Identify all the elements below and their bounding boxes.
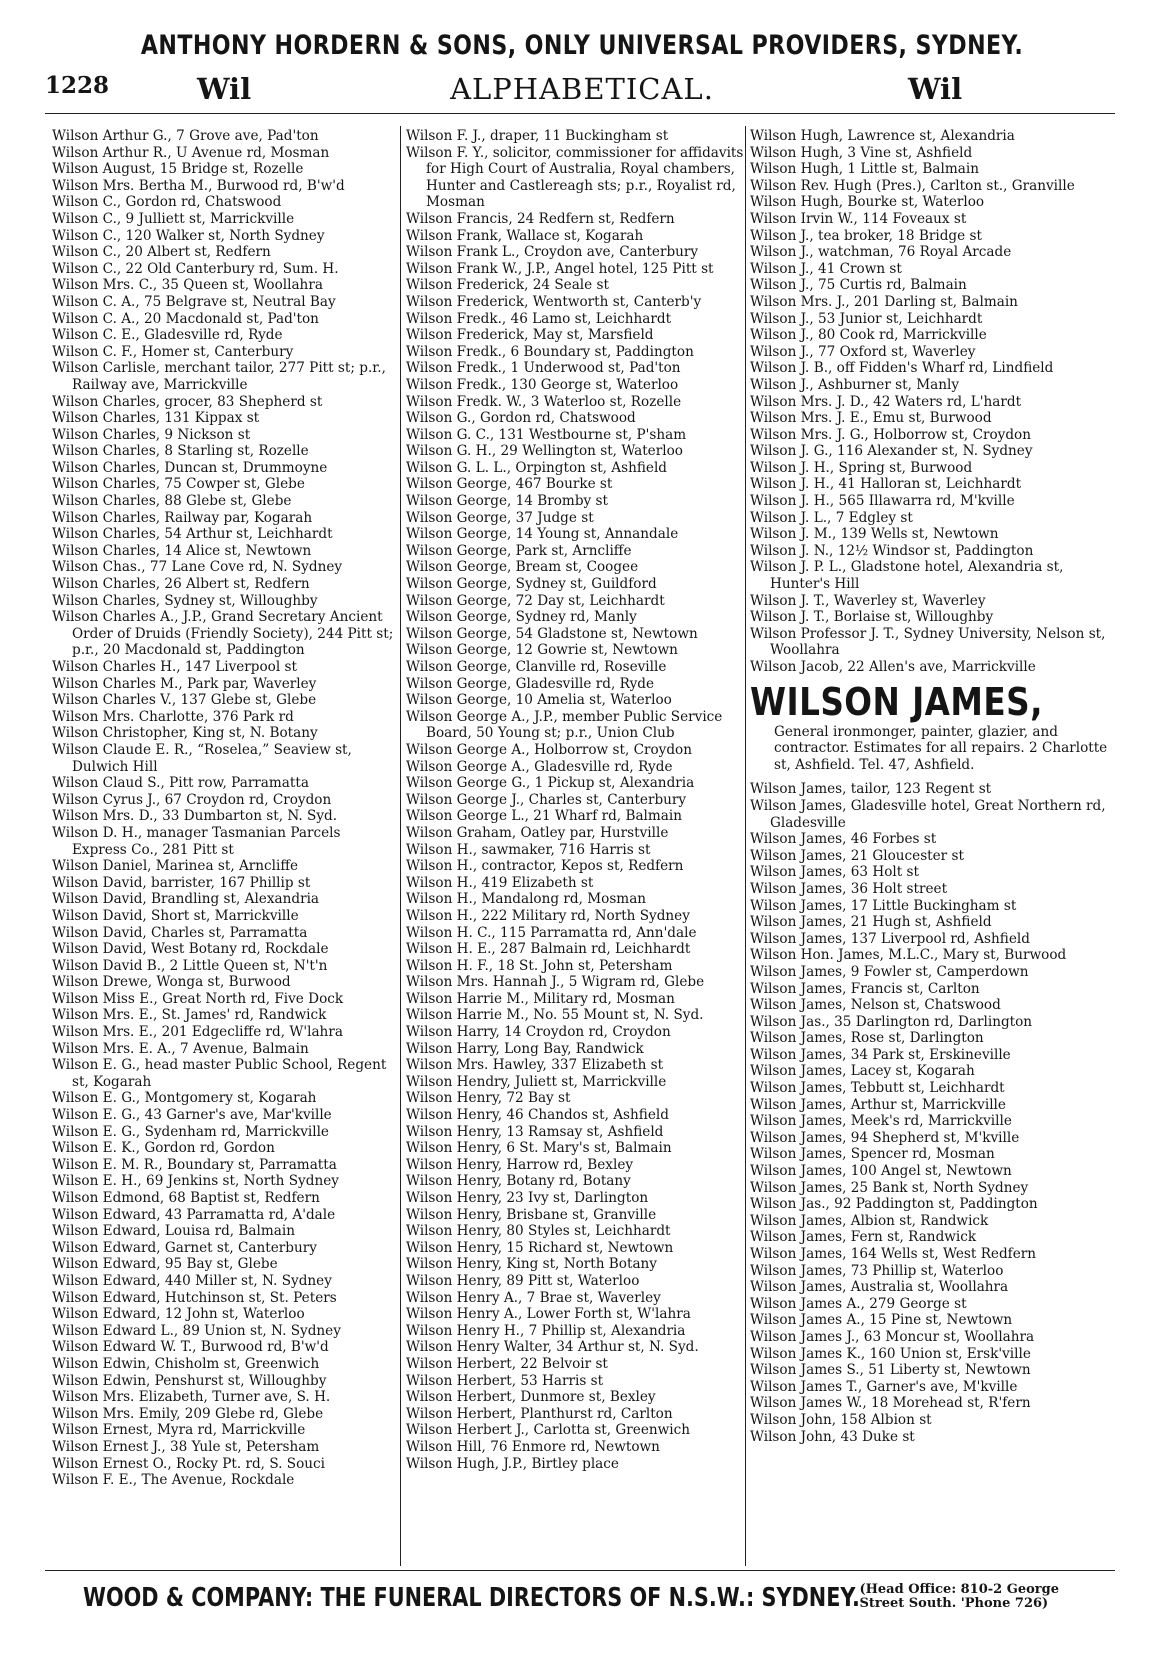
directory-entry: Wilson C. E., Gladesville rd, Ryde bbox=[52, 327, 283, 344]
directory-entry: Wilson J., watchman, 76 Royal Arcade bbox=[750, 244, 1012, 261]
directory-entry: Wilson James, Arthur st, Marrickville bbox=[750, 1096, 1006, 1113]
directory-entry: Wilson Jas., 35 Darlington rd, Darlington bbox=[750, 1013, 1033, 1030]
directory-entry: Wilson J., 53 Junior st, Leichhardt bbox=[750, 310, 983, 327]
directory-entry: Wilson E. G., 43 Garner's ave, Mar'kville bbox=[52, 1107, 332, 1124]
directory-entry: Wilson Charles, Sydney st, Willoughby bbox=[52, 592, 318, 609]
directory-entry: Wilson Fredk., 130 George st, Waterloo bbox=[406, 376, 679, 393]
directory-entry: Wilson E. G., Sydenham rd, Marrickville bbox=[52, 1123, 329, 1140]
directory-entry: Wilson Jacob, 22 Allen's ave, Marrickville bbox=[750, 659, 1036, 675]
directory-entry: Wilson H. F., 18 St. John st, Petersham bbox=[406, 957, 673, 974]
column-divider bbox=[745, 126, 746, 1566]
directory-entry: Wilson Arthur R., U Avenue rd, Mosman bbox=[52, 144, 330, 161]
directory-entry: Wilson Mrs. Charlotte, 376 Park rd bbox=[52, 708, 294, 725]
directory-entry: Wilson Herbert, Dunmore st, Bexley bbox=[406, 1389, 656, 1406]
directory-entry: Wilson Frederick, Wentworth st, Canterb'y bbox=[406, 293, 702, 310]
directory-entry: Wilson G. L. L., Orpington st, Ashfield bbox=[406, 459, 668, 476]
directory-entry: Wilson James K., 160 Union st, Ersk'ville bbox=[750, 1345, 1031, 1362]
directory-entry: Wilson J. G., 116 Alexander st, N. Sydney bbox=[750, 443, 1033, 460]
directory-entry: Wilson E. G., Montgomery st, Kogarah bbox=[52, 1090, 317, 1107]
guide-word-right: Wil bbox=[908, 72, 963, 106]
directory-entry: Wilson Edward L., 89 Union st, N. Sydney bbox=[52, 1322, 341, 1339]
directory-entry: Wilson George, 12 Gowrie st, Newtown bbox=[406, 642, 678, 659]
directory-entry: Wilson Edward, 440 Miller st, N. Sydney bbox=[52, 1272, 332, 1289]
directory-entry: Wilson George, 72 Day st, Leichhardt bbox=[406, 592, 665, 609]
directory-entry: Wilson George, Bream st, Coogee bbox=[406, 559, 639, 576]
directory-entry: Wilson H., 419 Elizabeth st bbox=[406, 874, 594, 891]
directory-entry: Wilson Herbert, 53 Harris st bbox=[406, 1372, 604, 1389]
directory-entry: Wilson Edwin, Chisholm st, Greenwich bbox=[52, 1355, 320, 1372]
directory-entry: Wilson C. F., Homer st, Canterbury bbox=[52, 343, 294, 360]
directory-entry: Wilson G. H., 29 Wellington st, Waterloo bbox=[406, 443, 683, 460]
directory-entry: Wilson George L., 21 Wharf rd, Balmain bbox=[406, 808, 682, 825]
directory-entry: Wilson J. M., 139 Wells st, Newtown bbox=[750, 526, 999, 543]
directory-entry: Wilson Carlisle, merchant tailor, 277 Pitt st; p.r., Railway ave, Marrickville bbox=[52, 360, 386, 393]
directory-entry: Wilson Hugh, 1 Little st, Balmain bbox=[750, 161, 979, 178]
directory-entry: Wilson James, 25 Bank st, North Sydney bbox=[750, 1179, 1029, 1196]
directory-entry: Wilson Henry, 15 Richard st, Newtown bbox=[406, 1239, 674, 1256]
directory-entry: Wilson Edward, 95 Bay st, Glebe bbox=[52, 1256, 278, 1273]
directory-entry: Wilson Charles, 14 Alice st, Newtown bbox=[52, 542, 312, 559]
directory-column-1 bbox=[52, 128, 398, 1489]
directory-entry: Wilson Mrs. Hannah J., 5 Wigram rd, Glebe bbox=[406, 974, 705, 991]
directory-entry: Wilson James, Tebbutt st, Leichhardt bbox=[750, 1080, 1005, 1097]
directory-entry: Wilson C. A., 75 Belgrave st, Neutral Bay bbox=[52, 293, 336, 310]
directory-entry: Wilson George A., Gladesville rd, Ryde bbox=[406, 758, 673, 775]
directory-entry: Wilson James S., 51 Liberty st, Newtown bbox=[750, 1362, 1031, 1379]
directory-entry: Wilson James, 73 Phillip st, Waterloo bbox=[750, 1262, 1004, 1279]
directory-entry: Wilson Jas., 92 Paddington st, Paddington bbox=[750, 1196, 1038, 1213]
guide-word-left: Wil bbox=[197, 72, 252, 106]
directory-entry: Wilson Chas., 77 Lane Cove rd, N. Sydney bbox=[52, 559, 343, 576]
directory-entry: Wilson Ernest O., Rocky Pt. rd, S. Souci bbox=[52, 1455, 326, 1472]
directory-entry: Wilson George, Gladesville rd, Ryde bbox=[406, 675, 655, 692]
directory-entry: Wilson Charles, Railway par, Kogarah bbox=[52, 509, 313, 526]
footer-advert-text: WOOD & COMPANY: THE FUNERAL DIRECTORS OF N.S.W.: SYDNEY. bbox=[83, 1583, 860, 1613]
directory-entry: Wilson Francis, 24 Redfern st, Redfern bbox=[406, 210, 675, 227]
directory-entry: Wilson J., 75 Curtis rd, Balmain bbox=[750, 277, 967, 294]
directory-entry: Wilson H., sawmaker, 716 Harris st bbox=[406, 841, 651, 858]
directory-entry: Wilson Edward, Louisa rd, Balmain bbox=[52, 1223, 295, 1240]
directory-entry: Wilson James, 21 Hugh st, Ashfield bbox=[750, 914, 992, 931]
directory-entry: Wilson James, 164 Wells st, West Redfern bbox=[750, 1246, 1036, 1262]
directory-entry: Wilson J., tea broker, 18 Bridge st bbox=[750, 227, 982, 244]
directory-entry: Wilson James, 94 Shepherd st, M'kville bbox=[750, 1129, 1020, 1146]
directory-entry: Wilson Hendry, Juliett st, Marrickville bbox=[406, 1073, 667, 1090]
directory-entry: Wilson Mrs. C., 35 Queen st, Woollahra bbox=[52, 277, 323, 294]
directory-entry: Wilson George A., Holborrow st, Croydon bbox=[406, 741, 692, 758]
directory-entry: Wilson Henry, 89 Pitt st, Waterloo bbox=[406, 1272, 640, 1289]
directory-entry: Wilson George, 14 Bromby st bbox=[406, 493, 608, 510]
wilson-james-advertisement bbox=[750, 680, 1110, 774]
directory-entry: Wilson Charles V., 137 Glebe st, Glebe bbox=[52, 692, 317, 709]
directory-entry: Wilson James, 36 Holt street bbox=[750, 880, 948, 897]
directory-entry: Wilson James W., 18 Morehead st, R'fern bbox=[750, 1395, 1031, 1412]
directory-entry: Wilson Edwin, Penshurst st, Willoughby bbox=[52, 1372, 327, 1389]
page-number: 1228 bbox=[45, 72, 110, 99]
column-3-lower-entries bbox=[750, 781, 1110, 1445]
directory-entry: Wilson Henry, King st, North Botany bbox=[406, 1256, 657, 1273]
directory-entry: Wilson E. H., 69 Jenkins st, North Sydney bbox=[52, 1173, 339, 1190]
directory-entry: Wilson Charles, Duncan st, Drummoyne bbox=[52, 459, 328, 476]
directory-entry: Wilson David, Brandling st, Alexandria bbox=[52, 891, 320, 908]
directory-entry: Wilson David, Charles st, Parramatta bbox=[52, 924, 308, 941]
directory-entry: Wilson C., Gordon rd, Chatswood bbox=[52, 194, 282, 211]
directory-entry: Wilson Henry H., 7 Phillip st, Alexandria bbox=[406, 1322, 686, 1339]
directory-entry: Wilson James, Spencer rd, Mosman bbox=[750, 1146, 995, 1163]
directory-entry: Wilson Edward, 43 Parramatta rd, A'dale bbox=[52, 1206, 336, 1223]
directory-entry: Wilson James, 100 Angel st, Newtown bbox=[750, 1163, 1012, 1180]
directory-entry: Wilson J. H., 565 Illawarra rd, M'kville bbox=[750, 493, 1015, 510]
directory-entry: Wilson J., 41 Crown st bbox=[750, 260, 902, 277]
directory-entry: Wilson Charles, 9 Nickson st bbox=[52, 426, 251, 443]
directory-entry: Wilson F. Y., solicitor, commissioner for affidavits for High Court of Australia, Royal chambers, Hunter and Castlereagh sts; p.r., Royalist rd, Mosman bbox=[406, 144, 744, 211]
column-3-upper-entries bbox=[750, 128, 1110, 676]
directory-entry: Wilson J. T., Waverley st, Waverley bbox=[750, 592, 986, 609]
directory-entry: Wilson James, 46 Forbes st bbox=[750, 831, 937, 848]
directory-entry: Wilson James A., 15 Pine st, Newtown bbox=[750, 1312, 1013, 1329]
directory-entry: Wilson James, Australia st, Woollahra bbox=[750, 1279, 1009, 1296]
directory-entry: Wilson James, 21 Gloucester st bbox=[750, 847, 964, 864]
directory-entry: Wilson Henry, 72 Bay st bbox=[406, 1090, 571, 1107]
directory-entry: Wilson Herbert J., Carlotta st, Greenwich bbox=[406, 1422, 690, 1439]
directory-entry: Wilson Charles, 131 Kippax st bbox=[52, 410, 260, 427]
directory-entry: Wilson Fredk., 46 Lamo st, Leichhardt bbox=[406, 310, 672, 327]
publisher-banner: ANTHONY HORDERN & SONS, ONLY UNIVERSAL PROVIDERS, SYDNEY. bbox=[140, 30, 1024, 61]
directory-entry: Wilson C., 120 Walker st, North Sydney bbox=[52, 227, 325, 244]
directory-entry: Wilson Frederick, 24 Seale st bbox=[406, 277, 609, 294]
directory-entry: Wilson Charles, 54 Arthur st, Leichhardt bbox=[52, 526, 333, 543]
directory-entry: Wilson Henry, Brisbane st, Granville bbox=[406, 1206, 657, 1223]
directory-entry: Wilson Hugh, 3 Vine st, Ashfield bbox=[750, 144, 973, 161]
directory-entry: Wilson Mrs. J. G., Holborrow st, Croydon bbox=[750, 426, 1031, 443]
directory-entry: Wilson Daniel, Marinea st, Arncliffe bbox=[52, 858, 299, 875]
directory-entry: Wilson F. J., draper, 11 Buckingham st bbox=[406, 128, 669, 144]
directory-entry: Wilson Henry, 80 Styles st, Leichhardt bbox=[406, 1223, 671, 1240]
directory-entry: Wilson Fredk., 6 Boundary st, Paddington bbox=[406, 343, 694, 360]
directory-entry: Wilson G., Gordon rd, Chatswood bbox=[406, 410, 636, 427]
directory-entry: Wilson Henry, 23 Ivy st, Darlington bbox=[406, 1190, 649, 1206]
directory-entry: Wilson J., 77 Oxford st, Waverley bbox=[750, 343, 976, 360]
directory-entry: Wilson Frank L., Croydon ave, Canterbury bbox=[406, 244, 699, 261]
directory-column-3 bbox=[750, 128, 1110, 1445]
directory-entry: Wilson Henry, 6 St. Mary's st, Balmain bbox=[406, 1140, 672, 1157]
directory-entry: Wilson Mrs. E. A., 7 Avenue, Balmain bbox=[52, 1040, 309, 1057]
directory-entry: Wilson James T., Garner's ave, M'kville bbox=[750, 1378, 1018, 1395]
directory-entry: Wilson Ernest J., 38 Yule st, Petersham bbox=[52, 1438, 320, 1455]
directory-entry: Wilson Cyrus J., 67 Croydon rd, Croydon bbox=[52, 791, 332, 808]
directory-entry: Wilson Herbert, Planthurst rd, Carlton bbox=[406, 1405, 673, 1422]
directory-entry: Wilson E. M. R., Boundary st, Parramatta bbox=[52, 1156, 337, 1173]
column-divider bbox=[400, 126, 401, 1566]
directory-entry: Wilson C. A., 20 Macdonald st, Pad'ton bbox=[52, 310, 319, 327]
directory-entry: Wilson Mrs. Bertha M., Burwood rd, B'w'd bbox=[52, 177, 345, 194]
footer-rule bbox=[45, 1570, 1115, 1571]
directory-entry: Wilson Mrs. Hawley, 337 Elizabeth st bbox=[406, 1057, 664, 1074]
directory-entry: Wilson H. E., 287 Balmain rd, Leichhardt bbox=[406, 941, 691, 958]
directory-entry: Wilson D. H., manager Tasmanian Parcels Express Co., 281 Pitt st bbox=[52, 824, 341, 858]
directory-entry: Wilson Hugh, Bourke st, Waterloo bbox=[750, 194, 985, 211]
directory-entry: Wilson J. H., 41 Halloran st, Leichhardt bbox=[750, 476, 1022, 493]
directory-entry: Wilson C., 20 Albert st, Redfern bbox=[52, 244, 271, 261]
directory-entry: Wilson E. G., head master Public School, Regent st, Kogarah bbox=[52, 1057, 387, 1090]
directory-entry: Wilson David, barrister, 167 Phillip st bbox=[52, 874, 311, 891]
directory-entry: Wilson James J., 63 Moncur st, Woollahra bbox=[750, 1328, 1035, 1345]
directory-entry: Wilson Hon. James, M.L.C., Mary st, Burwood bbox=[750, 947, 1067, 964]
directory-entry: Wilson Mrs. Elizabeth, Turner ave, S. H. bbox=[52, 1389, 331, 1406]
directory-entry: Wilson J. N., 12½ Windsor st, Paddington bbox=[750, 542, 1034, 559]
directory-entry: Wilson Harrie M., No. 55 Mount st, N. Syd. bbox=[406, 1007, 704, 1024]
directory-entry: Wilson Henry, Botany rd, Botany bbox=[406, 1173, 631, 1190]
directory-entry: Wilson Henry A., 7 Brae st, Waverley bbox=[406, 1289, 661, 1306]
directory-entry: Wilson Drewe, Wonga st, Burwood bbox=[52, 974, 291, 991]
directory-entry: Wilson Mrs. E., 201 Edgecliffe rd, W'lahra bbox=[52, 1024, 343, 1041]
directory-entry: Wilson J. H., Spring st, Burwood bbox=[750, 459, 973, 476]
directory-entry: Wilson James, Francis st, Carlton bbox=[750, 980, 980, 997]
directory-entry: Wilson George, Sydney st, Guildford bbox=[406, 576, 657, 593]
directory-entry: Wilson Mrs. E., St. James' rd, Randwick bbox=[52, 1007, 327, 1024]
directory-entry: Wilson David, Short st, Marrickville bbox=[52, 907, 299, 924]
directory-entry: Wilson August, 15 Bridge st, Rozelle bbox=[52, 161, 304, 178]
directory-column-2 bbox=[406, 128, 744, 1472]
directory-entry: Wilson Henry Walter, 34 Arthur st, N. Syd. bbox=[406, 1339, 699, 1356]
directory-entry: Wilson George, 467 Bourke st bbox=[406, 476, 613, 493]
directory-entry: Wilson Frederick, May st, Marsfield bbox=[406, 327, 654, 344]
directory-entry: Wilson Hugh, Lawrence st, Alexandria bbox=[750, 128, 1015, 144]
directory-entry: Wilson J. P. L., Gladstone hotel, Alexandria st, Hunter's Hill bbox=[750, 559, 1064, 593]
directory-entry: Wilson George G., 1 Pickup st, Alexandria bbox=[406, 775, 695, 792]
directory-entry: Wilson Fredk., 1 Underwood st, Pad'ton bbox=[406, 360, 681, 377]
directory-entry: Wilson James, Albion st, Randwick bbox=[750, 1212, 989, 1229]
directory-entry: Wilson Charles, 8 Starling st, Rozelle bbox=[52, 443, 309, 460]
directory-entry: Wilson Mrs. J., 201 Darling st, Balmain bbox=[750, 293, 1018, 310]
directory-entry: Wilson Claude E. R., “Roselea,” Seaview st, Dulwich Hill bbox=[52, 741, 352, 775]
advertisement-text: General ironmonger, painter, glazier, and contractor. Estimates for all repairs. 2 Charlotte st, Ashfield. Tel. 47, Ashfield. bbox=[774, 723, 1108, 773]
directory-entry: Wilson James, 63 Holt st bbox=[750, 864, 919, 881]
directory-entry: Wilson George, 37 Judge st bbox=[406, 509, 594, 526]
directory-entry: Wilson Mrs. D., 33 Dumbarton st, N. Syd. bbox=[52, 808, 338, 825]
directory-entry: Wilson George, 14 Young st, Annandale bbox=[406, 526, 679, 543]
directory-entry: Wilson James, tailor, 123 Regent st bbox=[750, 781, 992, 798]
directory-entry: Wilson James, Meek's rd, Marrickville bbox=[750, 1113, 1012, 1130]
directory-entry: Wilson H., Mandalong rd, Mosman bbox=[406, 891, 647, 908]
directory-entry: Wilson George, 10 Amelia st, Waterloo bbox=[406, 692, 672, 709]
directory-entry: Wilson James, Nelson st, Chatswood bbox=[750, 997, 1001, 1014]
directory-entry: Wilson J., 80 Cook rd, Marrickville bbox=[750, 327, 987, 344]
directory-entry: Wilson Charles, 75 Cowper st, Glebe bbox=[52, 476, 305, 493]
directory-entry: Wilson Edward W. T., Burwood rd, B'w'd bbox=[52, 1339, 329, 1356]
directory-entry: Wilson James, Fern st, Randwick bbox=[750, 1229, 977, 1246]
footer-advertisement bbox=[45, 1583, 1119, 1617]
directory-entry: Wilson Henry, 13 Ramsay st, Ashfield bbox=[406, 1123, 664, 1140]
directory-entry: Wilson Harrie M., Military rd, Mosman bbox=[406, 990, 675, 1007]
header-rule bbox=[45, 113, 1115, 114]
directory-entry: Wilson Charles, grocer, 83 Shepherd st bbox=[52, 393, 323, 410]
directory-entry: Wilson F. E., The Avenue, Rockdale bbox=[52, 1472, 295, 1489]
directory-entry: Wilson James, 9 Fowler st, Camperdown bbox=[750, 963, 1029, 980]
directory-entry: Wilson Arthur G., 7 Grove ave, Pad'ton bbox=[52, 128, 319, 144]
directory-entry: Wilson J. T., Borlaise st, Willoughby bbox=[750, 609, 994, 626]
directory-entry: Wilson Claud S., Pitt row, Parramatta bbox=[52, 775, 309, 792]
directory-entry: Wilson Henry, Harrow rd, Bexley bbox=[406, 1156, 634, 1173]
directory-entry: Wilson Edward, 12 John st, Waterloo bbox=[52, 1306, 305, 1323]
directory-entry: Wilson Mrs. J. E., Emu st, Burwood bbox=[750, 410, 992, 427]
directory-entry: Wilson George A., J.P., member Public Service Board, 50 Young st; p.r., Union Club bbox=[406, 708, 723, 742]
directory-entry: Wilson Henry, 46 Chandos st, Ashfield bbox=[406, 1107, 669, 1124]
directory-entry: Wilson Graham, Oatley par, Hurstville bbox=[406, 824, 669, 841]
footer-head-office: (Head Office: 810-2 George Street South. 'Phone 726) bbox=[859, 1582, 1059, 1611]
directory-entry: Wilson James, 137 Liverpool rd, Ashfield bbox=[750, 930, 1030, 947]
directory-entry: Wilson James, Lacey st, Kogarah bbox=[750, 1063, 975, 1080]
directory-entry: Wilson Harry, 14 Croydon rd, Croydon bbox=[406, 1024, 671, 1041]
directory-entry: Wilson George, Clanville rd, Roseville bbox=[406, 659, 667, 675]
directory-entry: Wilson H. C., 115 Parramatta rd, Ann'dale bbox=[406, 924, 697, 941]
directory-entry: Wilson James, Rose st, Darlington bbox=[750, 1030, 984, 1047]
directory-entry: Wilson Charles, 26 Albert st, Redfern bbox=[52, 576, 310, 593]
directory-entry: Wilson Edmond, 68 Baptist st, Redfern bbox=[52, 1190, 320, 1206]
directory-entry: Wilson Fredk. W., 3 Waterloo st, Rozelle bbox=[406, 393, 682, 410]
directory-entry: Wilson Hugh, J.P., Birtley place bbox=[406, 1455, 619, 1472]
directory-entry: Wilson H., 222 Military rd, North Sydney bbox=[406, 907, 690, 924]
directory-entry: Wilson Charles, 88 Glebe st, Glebe bbox=[52, 493, 292, 510]
directory-entry: Wilson J. L., 7 Edgley st bbox=[750, 509, 913, 526]
directory-entry: Wilson H., contractor, Kepos st, Redfern bbox=[406, 858, 684, 875]
directory-entry: Wilson John, 158 Albion st bbox=[750, 1411, 932, 1428]
directory-entry: Wilson Charles A., J.P., Grand Secretary Ancient Order of Druids (Friendly Society), 244 Pitt st; p.r., 20 Macdonald st, Paddington bbox=[52, 609, 394, 659]
directory-entry: Wilson James, 17 Little Buckingham st bbox=[750, 897, 1017, 914]
directory-entry: Wilson Hill, 76 Enmore rd, Newtown bbox=[406, 1438, 660, 1455]
directory-entry: Wilson George J., Charles st, Canterbury bbox=[406, 791, 687, 808]
directory-entry: Wilson E. K., Gordon rd, Gordon bbox=[52, 1140, 275, 1157]
directory-entry: Wilson John, 43 Duke st bbox=[750, 1428, 915, 1445]
directory-entry: Wilson J. B., off Fidden's Wharf rd, Lindfield bbox=[750, 360, 1054, 377]
directory-entry: Wilson Mrs. Emily, 209 Glebe rd, Glebe bbox=[52, 1405, 324, 1422]
directory-entry: Wilson Harry, Long Bay, Randwick bbox=[406, 1040, 644, 1057]
directory-entry: Wilson David, West Botany rd, Rockdale bbox=[52, 941, 329, 958]
directory-entry: Wilson George, Sydney rd, Manly bbox=[406, 609, 637, 626]
directory-entry: Wilson George, Park st, Arncliffe bbox=[406, 542, 632, 559]
directory-entry: Wilson Frank, Wallace st, Kogarah bbox=[406, 227, 644, 244]
page-title: ALPHABETICAL. bbox=[450, 72, 714, 106]
directory-entry: Wilson Herbert, 22 Belvoir st bbox=[406, 1355, 608, 1372]
directory-entry: Wilson G. C., 131 Westbourne st, P'sham bbox=[406, 426, 687, 443]
advertisement-heading: WILSON JAMES, bbox=[750, 679, 1043, 724]
directory-entry: Wilson Irvin W., 114 Foveaux st bbox=[750, 210, 967, 227]
directory-entry: Wilson C., 22 Old Canterbury rd, Sum. H. bbox=[52, 260, 339, 277]
directory-entry: Wilson Edward, Hutchinson st, St. Peters bbox=[52, 1289, 337, 1306]
directory-entry: Wilson Charles H., 147 Liverpool st bbox=[52, 659, 297, 675]
directory-entry: Wilson David B., 2 Little Queen st, N't'n bbox=[52, 957, 328, 974]
directory-entry: Wilson Henry A., Lower Forth st, W'lahra bbox=[406, 1306, 691, 1323]
directory-entry: Wilson C., 9 Julliett st, Marrickville bbox=[52, 210, 295, 227]
directory-entry: Wilson James A., 279 George st bbox=[750, 1295, 967, 1312]
directory-entry: Wilson Charles M., Park par, Waverley bbox=[52, 675, 317, 692]
directory-entry: Wilson Ernest, Myra rd, Marrickville bbox=[52, 1422, 306, 1439]
directory-entry: Wilson George, 54 Gladstone st, Newtown bbox=[406, 625, 698, 642]
directory-entry: Wilson Miss E., Great North rd, Five Dock bbox=[52, 990, 344, 1007]
directory-entry: Wilson Rev. Hugh (Pres.), Carlton st., Granville bbox=[750, 177, 1075, 194]
directory-entry: Wilson James, 34 Park st, Erskineville bbox=[750, 1046, 1011, 1063]
directory-entry: Wilson James, Gladesville hotel, Great Northern rd, Gladesville bbox=[750, 797, 1106, 831]
directory-entry: Wilson Edward, Garnet st, Canterbury bbox=[52, 1239, 317, 1256]
directory-entry: Wilson Mrs. J. D., 42 Waters rd, L'hardt bbox=[750, 393, 1022, 410]
directory-entry: Wilson Frank W., J.P., Angel hotel, 125 Pitt st bbox=[406, 260, 714, 277]
directory-entry: Wilson J., Ashburner st, Manly bbox=[750, 376, 960, 393]
directory-entry: Wilson Christopher, King st, N. Botany bbox=[52, 725, 318, 742]
directory-entry: Wilson Professor J. T., Sydney University, Nelson st, Woollahra bbox=[750, 625, 1106, 659]
